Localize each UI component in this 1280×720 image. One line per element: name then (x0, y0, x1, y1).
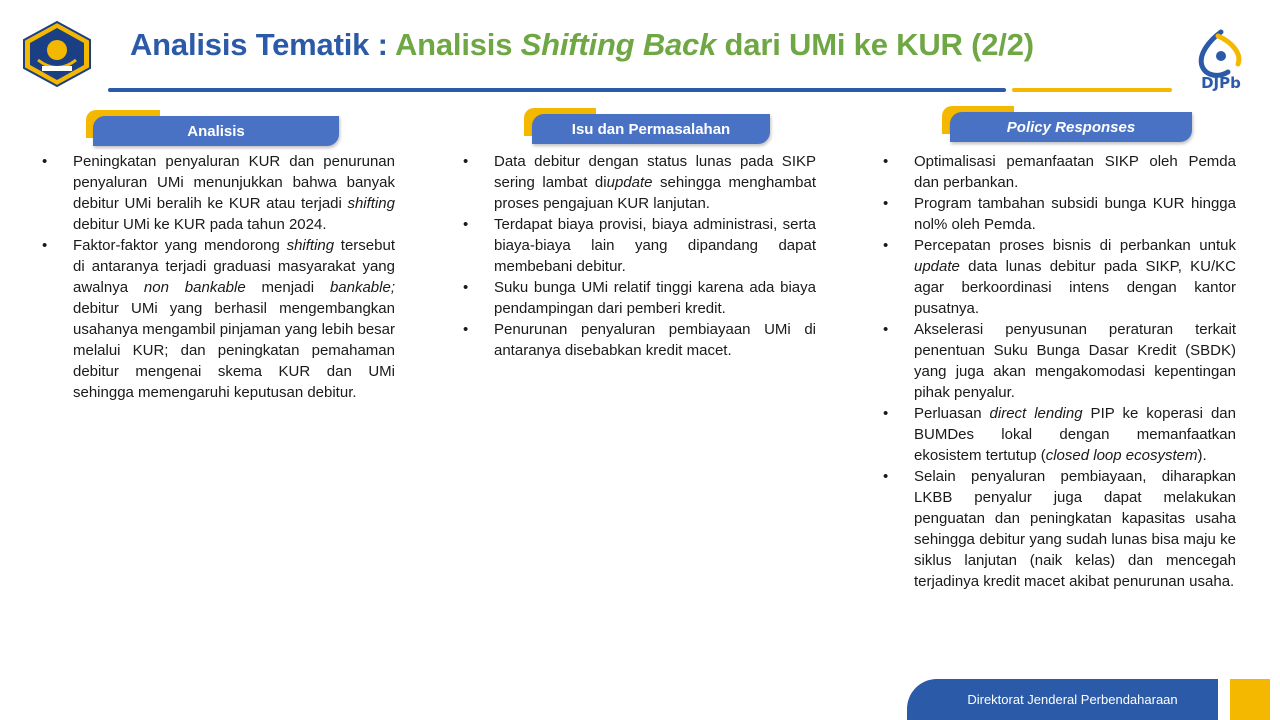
list-item: • Perluasan direct lending PIP ke koperasi dan BUMDes lokal dengan memanfaatkan ekosistem tertutup (closed loop ecosystem). (883, 403, 1236, 466)
list-item: • Optimalisasi pemanfaatan SIKP oleh Pemda dan perbankan. (883, 151, 1236, 193)
djpb-logo-text: DJPb (1201, 74, 1241, 92)
kemenkeu-logo (20, 20, 94, 88)
footer-label: Direktorat Jenderal Perbendaharaan (967, 692, 1178, 707)
bullet-list (463, 151, 816, 361)
title-rule-yellow (1012, 88, 1172, 92)
list-item: • Program tambahan subsidi bunga KUR hingga nol% oleh Pemda. (883, 193, 1236, 235)
list-item: • Data debitur dengan status lunas pada SIKP sering lambat diupdate sehingga menghambat proses pengajuan KUR lanjutan. (463, 151, 816, 214)
page-title: Analisis Tematik : Analisis Shifting Back dari UMi ke KUR (2/2) (130, 27, 1034, 62)
list-item: • Peningkatan penyaluran KUR dan penurunan penyaluran UMi menunjukkan bahwa banyak debitur UMi beralih ke KUR atau terjadi shifting debitur UMi ke KUR pada tahun 2024. (42, 151, 395, 235)
footer-banner (907, 679, 1218, 720)
title-rule-blue (108, 88, 1006, 92)
list-item: • Selain penyaluran pembiayaan, diharapkan LKBB penyalur juga dapat melakukan penguatan dan peningkatan kapasitas usaha sehingga debitur yang sudah lunas bisa maju ke siklus lanjutan (naik kelas) dan mencegah terjadinya kredit macet akibat penurunan usaha. (883, 466, 1236, 592)
list-item: • Terdapat biaya provisi, biaya administrasi, serta biaya-biaya lain yang dipandang dapat membebani debitur. (463, 214, 816, 277)
column-policy (883, 151, 1236, 592)
list-item: • Penurunan penyaluran pembiayaan UMi di antaranya disebabkan kredit macet. (463, 319, 816, 361)
section-header-isu: Isu dan Permasalahan (524, 108, 772, 142)
list-item: • Faktor-faktor yang mendorong shifting tersebut di antaranya terjadi graduasi masyarakat yang awalnya non bankable menjadi bankable; debitur UMi yang berhasil mengembangkan usahanya mengambil pinjaman yang lebih besar melalui KUR; dan peningkatan pemahaman debitur mengenai skema KUR dan UMi sehingga memengaruhi keputusan debitur. (42, 235, 395, 403)
section-header-policy: Policy Responses (942, 106, 1194, 140)
column-analisis (42, 151, 395, 403)
list-item: • Suku bunga UMi relatif tinggi karena ada biaya pendampingan dari pemberi kredit. (463, 277, 816, 319)
bullet-list (883, 151, 1236, 592)
footer-accent (1230, 679, 1270, 720)
list-item: • Akselerasi penyusunan peraturan terkait penentuan Suku Bunga Dasar Kredit (SBDK) yang juga akan mengakomodasi kepentingan pihak penyalur. (883, 319, 1236, 403)
column-isu (463, 151, 816, 361)
section-header-analisis: Analisis (86, 110, 342, 144)
bullet-list (42, 151, 395, 403)
list-item: • Percepatan proses bisnis di perbankan untuk update data lunas debitur pada SIKP, KU/KC agar berkoordinasi intens dengan kantor pusatnya. (883, 235, 1236, 319)
